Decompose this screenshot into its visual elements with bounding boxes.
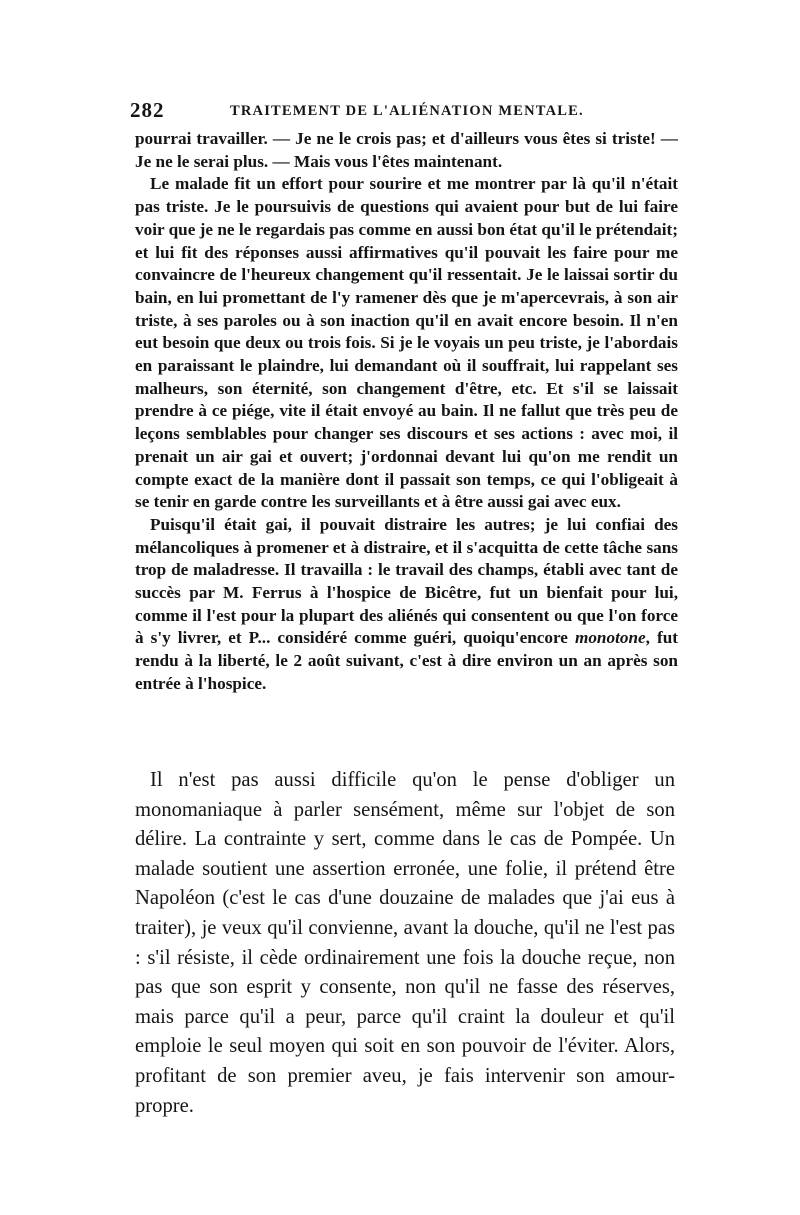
paragraph <box>135 514 678 696</box>
page-number: 282 <box>130 98 165 122</box>
paragraph: Il n'est pas aussi difficile qu'on le pense d'obliger un monomaniaque à parler sensément, même sur l'objet de son délire. La contrainte y sert, comme dans le cas de Pompée. Un malade soutient une assertion erronée, une folie, il prétend être Napoléon (c'est le cas d'une douzaine de malades que j'ai eus à traiter), je veux qu'il convienne, avant la douche, qu'il ne l'est pas : s'il résiste, il cède ordinairement une fois la douche reçue, non pas que son esprit y consente, non qu'il ne fasse des réserves, mais parce qu'il a peur, parce qu'il craint la douleur et qu'il emploie le seul moyen qui soit en son pouvoir de l'éviter. Alors, profitant de son premier aveu, je fais intervenir son amour-propre. <box>135 769 675 1117</box>
text-run: , fut rendu à la liberté, le 2 août suivant, c'est à dire environ un an après son entrée à l'hospice. <box>135 628 678 693</box>
paragraph: Le malade fit un effort pour sourire et me montrer par là qu'il n'était pas triste. Je le poursuivis de questions qui avaient pour but de lui faire voir que je ne le regardais pas comme en aussi bon état qu'il le prétendait; et lui fit des réponses aussi affirmatives qu'il pouvait les faire pour me convaincre de l'heureux changement qu'il ressentait. Je le laissai sortir du bain, en lui promettant de l'y ramener dès que je m'apercevrais, à son air triste, à ses paroles ou à son inaction qu'il en avait encore besoin. Il n'en eut besoin que deux ou trois fois. Si je le voyais un peu triste, je l'abordais en paraissant le plaindre, lui demandant où il souffrait, lui rappelant ses malheurs, son éternité, son changement d'être, etc. Et s'il se laissait prendre à ce piége, vite il était envoyé au bain. Il ne fallut que très peu de leçons semblables pour changer ses discours et ses actions : avec moi, il prenait un air gai et ouvert; j'ordonnai devant lui qu'on me rendit un compte exact de la manière dont il passait son temps, ce qui l'obligeait à se tenir en garde contre les surveillants et à être aussi gai avec eux. <box>135 174 678 512</box>
paragraph: pourrai travailler. — Je ne le crois pas; et d'ailleurs vous êtes si triste! — Je ne le serai plus. — Mais vous l'êtes maintenant. <box>135 129 678 171</box>
page-header <box>130 98 678 122</box>
text-run: Puisqu'il était gai, il pouvait distraire les autres; je lui confiai des mélancoliques à promener et à distraire, et il s'acquitta de cette tâche sans trop de maladresse. Il travailla : le travail des champs, établi avec tant de succès par M. Ferrus à l'hospice de Bicêtre, fut un bienfait pour lui, comme il l'est pour la plupart des aliénés qui consentent ou que l'on force à s'y livrer, et P... considéré comme guéri, quoiqu'encore <box>135 514 678 648</box>
large-print-section <box>135 766 675 1121</box>
running-head: TRAITEMENT DE L'ALIÉNATION MENTALE. <box>230 103 584 119</box>
small-print-section <box>135 128 678 696</box>
italic-word: monotone <box>574 628 646 648</box>
